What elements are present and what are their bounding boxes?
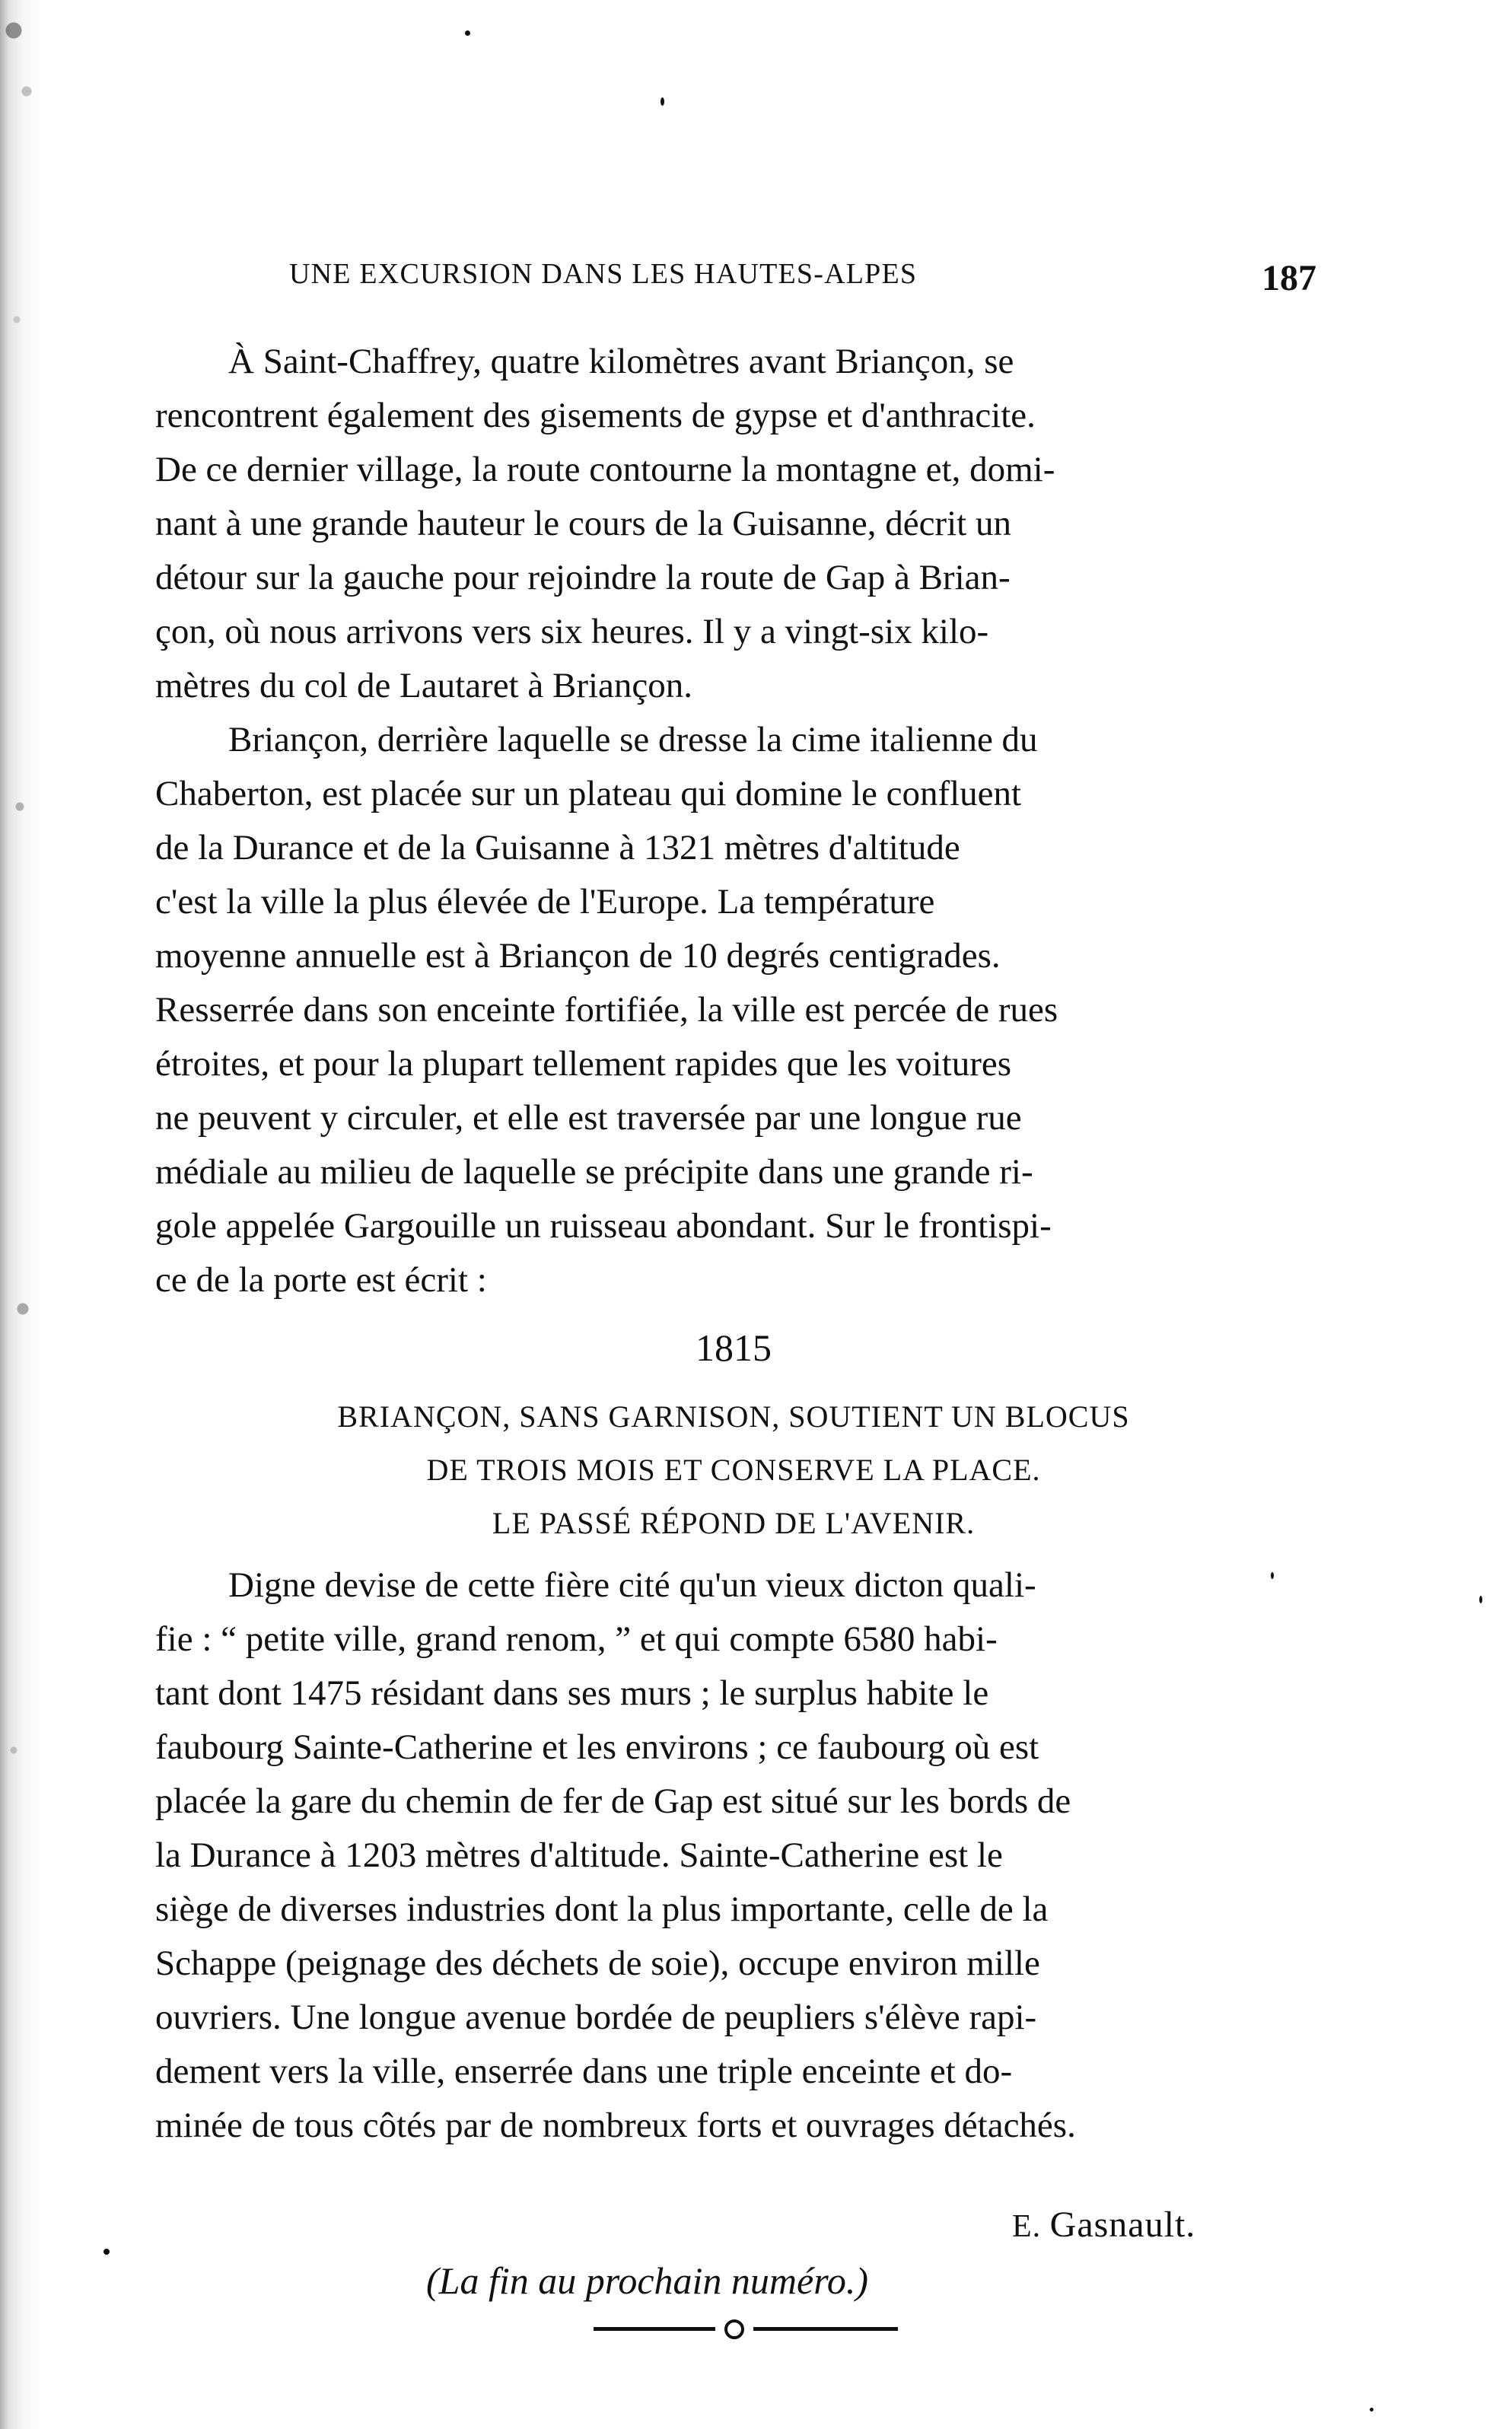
- text-line: siège de diverses industries dont la plus importante, celle de la: [155, 1889, 1049, 1929]
- page-number: 187: [1262, 258, 1316, 298]
- text-line: ne peuvent y circuler, et elle est traversée par une longue rue: [155, 1098, 1022, 1138]
- text-line: faubourg Sainte-Catherine et les environs ; ce faubourg où est: [155, 1727, 1039, 1767]
- text-line: nant à une grande hauteur le cours de la Guisanne, décrit un: [155, 504, 1011, 543]
- text-line: la Durance à 1203 mètres d'altitude. Sainte-Catherine est le: [155, 1835, 1003, 1875]
- text-line: çon, où nous arrivons vers six heures. Il y a vingt-six kilo-: [155, 612, 989, 651]
- running-header: [152, 257, 1316, 310]
- inscription-line-1: BRIANÇON, SANS GARNISON, SOUTIENT UN BLOCUS: [337, 1399, 1130, 1434]
- running-title: UNE EXCURSION DANS LES HAUTES-ALPES: [289, 258, 918, 290]
- text-line: Resserrée dans son enceinte fortifiée, la ville est percée de rues: [155, 990, 1058, 1030]
- ornament-circle: [724, 2319, 744, 2339]
- main-text-block: [155, 335, 1312, 1307]
- ink-speck: [1271, 1572, 1274, 1579]
- text-line: mètres du col de Lautaret à Briançon.: [155, 666, 693, 705]
- ink-speck: [103, 2249, 110, 2255]
- inscription-year: 1815: [696, 1326, 772, 1369]
- closing-paragraph: [155, 1558, 1312, 2153]
- text-line: placée la gare du chemin de fer de Gap est situé sur les bords de: [155, 1781, 1071, 1821]
- inscription-line-2: DE TROIS MOIS ET CONSERVE LA PLACE.: [426, 1453, 1041, 1487]
- text-line: Digne devise de cette fière cité qu'un vieux dicton quali-: [228, 1565, 1036, 1605]
- ink-speck: [661, 97, 664, 106]
- continued-note: (La fin au prochain numéro.): [426, 2259, 868, 2302]
- text-line: moyenne annuelle est à Briançon de 10 degrés centigrades.: [155, 936, 1001, 976]
- text-line: À Saint-Chaffrey, quatre kilomètres avant Briançon, se: [228, 342, 1014, 381]
- author-initial: E.: [1012, 2209, 1042, 2244]
- text-line: tant dont 1475 résidant dans ses murs ; le surplus habite le: [155, 1673, 989, 1713]
- text-line: rencontrent également des gisements de gypse et d'anthracite.: [155, 396, 1036, 435]
- ink-speck: [465, 30, 470, 36]
- ornament-bar-right: [753, 2327, 898, 2331]
- ink-speck: [1479, 1596, 1482, 1603]
- text-line: Briançon, derrière laquelle se dresse la cime italienne du: [228, 720, 1038, 759]
- text-line: de la Durance et de la Guisanne à 1321 mètres d'altitude: [155, 828, 960, 868]
- ornament-rule: [594, 2317, 898, 2340]
- text-line: Schappe (peignage des déchets de soie), occupe environ mille: [155, 1944, 1040, 1983]
- text-line: ce de la porte est écrit :: [155, 1260, 487, 1300]
- text-line: Chaberton, est placée sur un plateau qui domine le confluent: [155, 774, 1022, 813]
- text-line: dement vers la ville, enserrée dans une triple enceinte et do-: [155, 2052, 1013, 2091]
- ink-speck: [1370, 2408, 1374, 2411]
- inscription-line-3: LE PASSÉ RÉPOND DE L'AVENIR.: [492, 1506, 976, 1540]
- text-line: étroites, et pour la plupart tellement rapides que les voitures: [155, 1044, 1012, 1084]
- author-signature: [1012, 2204, 1195, 2246]
- ornament-bar-left: [594, 2327, 715, 2331]
- text-line: médiale au milieu de laquelle se précipite dans une grande ri-: [155, 1152, 1033, 1192]
- text-line: gole appelée Gargouille un ruisseau abondant. Sur le frontispi-: [155, 1206, 1052, 1246]
- text-line: détour sur la gauche pour rejoindre la route de Gap à Brian-: [155, 558, 1011, 597]
- author-name: Gasnault.: [1049, 2205, 1196, 2245]
- text-line: fie : “ petite ville, grand renom, ” et qui compte 6580 habi-: [155, 1619, 998, 1659]
- text-line: De ce dernier village, la route contourne la montagne et, domi-: [155, 450, 1055, 489]
- text-line: ouvriers. Une longue avenue bordée de peupliers s'élève rapi-: [155, 1998, 1037, 2037]
- text-line: c'est la ville la plus élevée de l'Europe. La température: [155, 882, 935, 922]
- text-line: minée de tous côtés par de nombreux forts et ouvrages détachés.: [155, 2106, 1076, 2145]
